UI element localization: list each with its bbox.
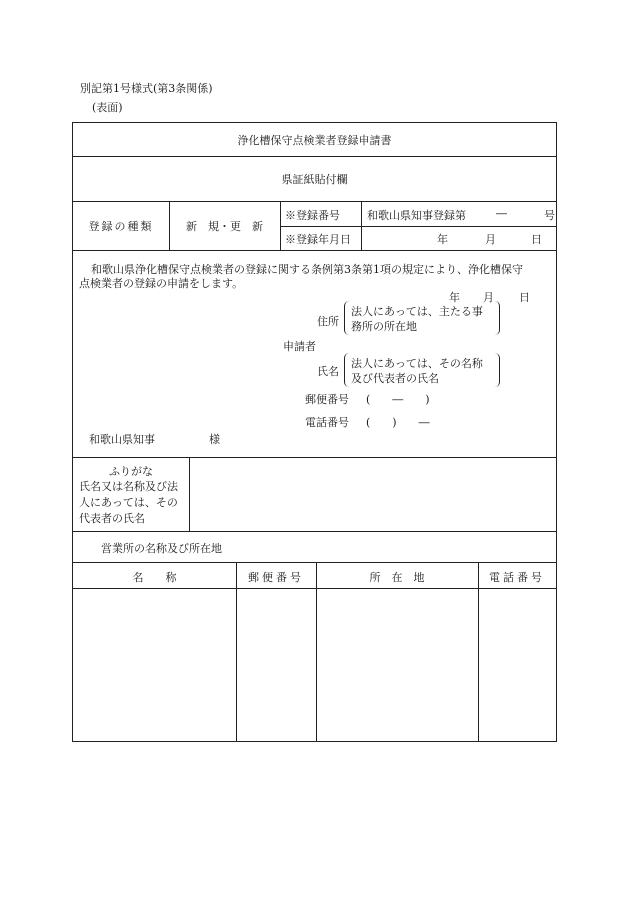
office-col-address: 所 在 地	[369, 571, 425, 584]
office-postal-cell[interactable]	[239, 591, 313, 739]
application-form	[72, 122, 557, 742]
divider	[73, 201, 556, 202]
name-field-line-1: 氏名又は名称及び法	[79, 480, 178, 493]
divider	[189, 457, 190, 531]
address-note-bracket	[344, 301, 500, 335]
address-label: 住所	[317, 315, 339, 328]
registration-type-value: 新 規・更 新	[186, 220, 263, 233]
postal-label: 郵便番号	[305, 393, 349, 406]
office-phone-cell[interactable]	[481, 591, 553, 739]
office-col-phone: 電話番号	[489, 571, 545, 584]
divider	[73, 588, 556, 589]
reg-date-label: ※登録年月日	[285, 233, 351, 246]
divider	[316, 562, 317, 742]
form-number: 別記第1号様式(第3条関係)	[80, 82, 213, 95]
name-note-line-1: 法人にあっては、その名称	[351, 357, 483, 370]
postal-template: ( ― )	[366, 393, 430, 406]
office-address-cell[interactable]	[319, 591, 475, 739]
applicant-name-field[interactable]	[193, 461, 553, 527]
divider	[73, 562, 556, 563]
form-title: 浄化槽保守点検業者登録申請書	[237, 134, 392, 147]
office-name-cell[interactable]	[75, 591, 233, 739]
application-day: 日	[519, 291, 530, 304]
name-field-line-3: 代表者の氏名	[79, 512, 145, 525]
form-side: (表面)	[92, 101, 123, 114]
divider	[73, 531, 556, 532]
divider	[73, 250, 556, 251]
reg-date-day: 日	[531, 233, 542, 246]
divider	[236, 562, 237, 742]
divider	[280, 201, 281, 250]
name-note-line-2: 及び代表者の氏名	[351, 372, 439, 385]
phone-template: ( ) ―	[366, 416, 430, 429]
reg-date-year: 年	[437, 233, 448, 246]
office-section-title: 営業所の名称及び所在地	[101, 542, 222, 555]
application-year: 年	[449, 291, 460, 304]
address-note-line-2: 務所の所在地	[351, 320, 417, 333]
office-col-name: 名 称	[132, 571, 177, 584]
registration-type-label: 登録の種類	[88, 220, 154, 233]
reg-number-value: 和歌山県知事登録第	[367, 209, 466, 222]
name-note-bracket	[344, 353, 500, 387]
reg-number-dash: ―	[496, 207, 507, 220]
reg-number-suffix: 号	[544, 209, 555, 222]
divider	[361, 201, 362, 250]
name-field-line-2: 人にあっては、その	[79, 496, 178, 509]
reg-number-label: ※登録番号	[285, 209, 340, 222]
statement-line-2: 点検業者の登録の申請をします。	[79, 277, 244, 290]
divider	[478, 562, 479, 742]
office-col-postal: 郵便番号	[248, 571, 304, 584]
furigana-label: ふりがな	[109, 465, 153, 478]
applicant-label: 申請者	[283, 340, 316, 353]
phone-label: 電話番号	[305, 416, 349, 429]
honorific: 様	[209, 433, 220, 446]
divider	[280, 226, 556, 227]
address-note-line-1: 法人にあっては、主たる事	[351, 305, 483, 318]
stamp-area-label: 県証紙貼付欄	[281, 173, 348, 186]
name-label: 氏名	[317, 365, 339, 378]
divider	[73, 457, 556, 458]
application-month: 月	[483, 291, 494, 304]
reg-date-month: 月	[485, 233, 496, 246]
addressee: 和歌山県知事	[89, 433, 155, 446]
divider	[73, 156, 556, 157]
statement-line-1: 和歌山県浄化槽保守点検業者の登録に関する条例第3条第1項の規定により、浄化槽保守	[91, 263, 523, 276]
